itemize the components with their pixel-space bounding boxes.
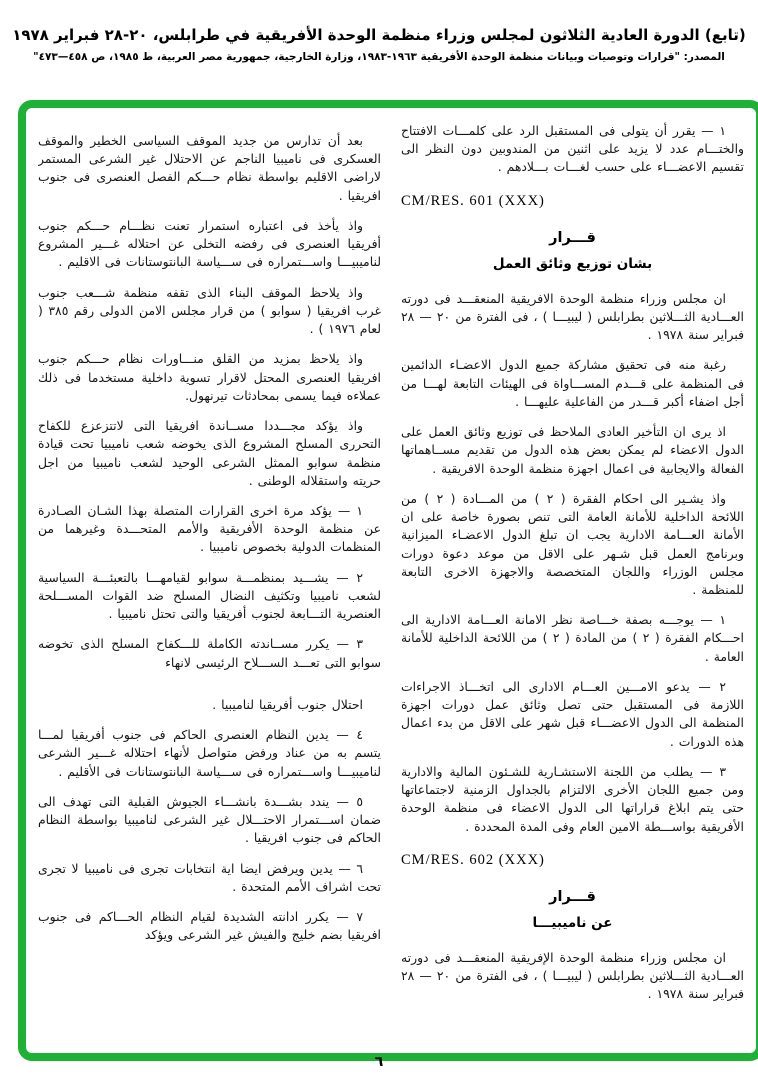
- paragraph: ٦ — يدين ويرفض ايضا اية انتخابات تجرى فى ناميبيا لا تجرى تحت اشراف الأمم المتحدة .: [38, 860, 381, 894]
- resolution-ref: CM/RES. 601 (XXX): [401, 192, 545, 209]
- green-content-frame: [18, 100, 758, 1061]
- paragraph: ٣ — يكرر مســاندته الكاملة للـــكفاح المسلح الذى تخوضه سوابو التى تعـــد الســـلاح الرئيسى لانهاء: [38, 636, 381, 670]
- paragraph: واذ يشـير الى احكام الفقرة ( ٢ ) من المـــادة ( ٢ ) من اللائحة الداخلية للأمانة العامة التى تنص بصورة خاصة على ان الأمانة العـــامة الادارية يجب ان تبلغ الدول الاعضـاء الميزانية وبرنامج العمل قبل شـهر على الاقل من موعد دعوة دورات مجلس الوزراء واللجان المتخصصة والاجهزة الاخرى التابعة للمنظمة .: [401, 490, 744, 597]
- paragraph: ٢ — يدعو الامـــين العـــام الادارى الى اتخـــاذ الاجراءات اللازمة فى المستقبل حتى تصل وثائق عمل دورات اجهزة المنظمة الى الدول الاعضـــاء قبل شهر على الاقل من بدء اعمال هذه الدورات .: [401, 678, 744, 749]
- header-source-line: المصدر: "قرارات وتوصيات وبيانات منظمة الوحدة الأفريقية ١٩٦٣-١٩٨٣، وزارة الخارجية، جمهورية مصر العربية، ط ١٩٨٥، ص ٤٥٨—٤٧٣": [33, 51, 725, 63]
- paragraph: ٥ — يندد بشـــدة بانشـــاء الجيوش القبلية التى تهدف الى ضمان اســـتمرار الاحتـــلال غير الشرعى لناميبيا بواسطة النظام الحاكم فى جنوب افريقيا .: [38, 793, 381, 846]
- paragraph: ٤ — يدين النظام العنصرى الحاكم فى جنوب أفريقيا لمـــا يتسم به من عناد ورفض متواصل لأنهاء احتلاله غـــير الشرعى لناميبيـــا واســـتمراره فى ســـياسة البانتوستانات فى الأقليم .: [38, 727, 381, 779]
- resolution-heading: قـــرار: [549, 888, 596, 905]
- paragraph: ان مجلس وزراء منظمة الوحدة الإفريقية المنعقـــد فى دورته العـــادية الثـــلاثين بطرابلس ( ليبيـــا ) ، فى الفترة من ٢٠ — ٢٨ فبراير سنة ١٩٧٨ .: [401, 949, 744, 1002]
- paragraph: ٧ — يكرر ادانته الشديدة لقيام النظام الحـــاكم فى جنوب افريقيا بضم خليج والفيش غير الشرعى ويؤكد: [38, 908, 381, 943]
- paragraph: ان مجلس وزراء منظمة الوحدة الافريقية المنعقـــد فى دورته العـــادية الثـــلاثين بطرابلس ( ليبيـــا ) ، فى الفترة من ٢٠ — ٢٨ فبراير سنة ١٩٧٨ .: [401, 290, 744, 343]
- resolution-ref: CM/RES. 602 (XXX): [401, 851, 545, 868]
- paragraph: احتلال جنوب أفريقيا لناميبيا .: [212, 696, 363, 712]
- page-header: [0, 0, 758, 63]
- page-number: ٦: [374, 1054, 384, 1070]
- resolution-subheading: عن ناميبيـــا: [532, 914, 613, 931]
- paragraph: اذ يرى ان التأخير العادى الملاحظ فى توزيع وثائق العمل على الدول الاعضاء لم يمكن بعض هذه الدول من تقديم مســاهماتها الفعالة والايجابية فى اعمال اجهزة منظمة الوحدة الافريقية .: [401, 424, 744, 476]
- paragraph: ٣ — يطلب من اللجنة الاستشـارية للشـئون المالية والادارية ومن جميع اللجان الأخرى الالتزام بالجداول الزمنية لاجتماعاتها حتى يتم ابلاغ قراراتها الى الدول الاعضاء فى منظمة الوحدة الأفريقية بواســـطة الامين العام وفى المدة المحددة .: [401, 763, 744, 834]
- column-right: [401, 122, 744, 1043]
- paragraph: واذ يؤكد مجـــددا مســاندة افريقيا التى لاتتزعزع للكفاح التحررى المسلح المشروع الذى يخوضه شعب ناميبيا تحت قيادة منظمة سوابو الممثل الشرعى الوحيد لشعب ناميبيا من اجل حريته واستقلاله الوطنى .: [38, 418, 381, 488]
- column-left: [38, 122, 381, 1043]
- paragraph: ١ — يؤكد مرة اخرى القرارات المتصلة بهذا الشـان الصـادرة عن منظمة الوحدة الأفريقية والأمم المتحـــدة وغيرهما من المنظمات الدولية بخصوص ناميبيا .: [38, 502, 381, 555]
- paragraph: ٢ — يشـــيد بمنظمـــة سوابو لقيامهـــا بالتعبئـــة السياسية لشعب ناميبيا وتكثيف النضال المسلح ضد القوات المســـلحة العنصرية التـــابعة لجنوب أفريقيا والتى تحتل ناميبيا .: [38, 569, 381, 622]
- paragraph: واذ يلاحظ بمزيد من القلق منـــاورات نظام حـــكم جنوب افريقيا العنصرى المحتل لاقرار تسوية داخلية مستخدما فى ذلك عملاءه فيما يسمى بمحادثات تيرنهول.: [38, 351, 381, 403]
- paragraph: واذ يلاحظ الموقف البناء الذى تقفه منظمة شـــعب جنوب غرب افريقيا ( سوابو ) من قرار مجلس الامن الدولى رقم ٣٨٥ ( لعام ١٩٧٦ ) .: [38, 284, 381, 337]
- two-column-text: [38, 122, 744, 1043]
- paragraph: رغبة منه فى تحقيق مشاركة جميع الدول الاعضـاء الدائمين فى المنظمة على قـــدم المســـاواة فى الهيئات التابعة لهـــا من أجل اضفاء أكبر قـــدر من الفاعلية عليهـــا .: [401, 357, 744, 409]
- paragraph: ١ — يقرر أن يتولى فى المستقبل الرد على كلمـــات الافتتاح والختـــام عدد لا يزيد على اثنين من المندوبين دون النظر الى تقسيم الاعضـــاء على حسب لغـــات بـــلادهم .: [401, 123, 744, 175]
- paragraph: بعد أن تدارس من جديد الموقف السياسى الخطير والموقف العسكرى فى ناميبيا الناجم عن الاحتلال غير الشرعى المستمر لاراضى الاقليم بواسطة نظام حـــكم الفصل العنصرى فى جنوب افريقيا .: [38, 133, 381, 203]
- paragraph: ١ — يوجـــه بصفة خـــاصة نظر الامانة العـــامة الادارية الى احـــكام الفقرة ( ٢ ) من المادة ( ٢ ) من اللائحة الداخلية للأمانة العامة .: [401, 612, 744, 664]
- resolution-subheading: بشان توزيع وثائق العمل: [492, 255, 653, 272]
- paragraph: واذ يأخذ فى اعتباره استمرار تعنت نظـــام حـــكم جنوب أفريقيا العنصرى فى رفضه التخلى عن احتلاله غـــير المشروع لناميبيـــا واســـتمراره فى ســـياسة البانتوستانات فى الاقليم .: [38, 217, 381, 270]
- header-title: (تابع) الدورة العادية الثلاثون لمجلس وزراء منظمة الوحدة الأفريقية في طرابلس، ٢٠-٢٨ فبراير ١٩٧٨: [12, 26, 746, 44]
- resolution-heading: قـــرار: [549, 229, 596, 246]
